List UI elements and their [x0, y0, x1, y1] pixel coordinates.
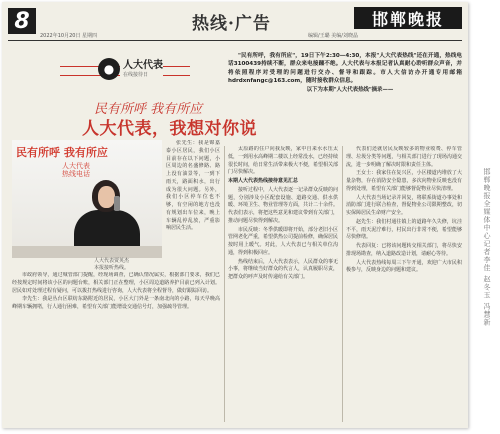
side-reporter-note: 邯郸晚报全媒体中心记者李佳 赵冬玉 冯慧新	[483, 168, 491, 327]
phone-icon	[114, 196, 120, 211]
paragraph: 张先生：我是锦嘉泰小区居民，我们小区目前存在以下问题，小区周边的名盛修路、路上没有油景等，一到下雨天，路面积水，出行成为很大问题。另外，我们小区停车位也不够，有空闲的地方也没有规划出车位来，晚上车辆乱停乱放，严重影响居民生活。	[166, 140, 220, 232]
photo-sign-text: 人大代表 热线电话	[62, 162, 90, 179]
dateline: 2022年10月20日 星期四	[40, 33, 98, 39]
lead-footer: 以下为本期"人大代表热线"摘录——	[306, 86, 394, 93]
newspaper-logo: 邯郸晚报	[354, 7, 462, 29]
page-number: 8	[8, 8, 36, 34]
masthead-rule	[8, 40, 462, 41]
editor-credits: 编辑/王璐 美编/刘晓晶	[308, 33, 358, 39]
paragraph: 李先生：我是丛台区联纺东路附近的居民，小区大门外是一条南北向的小路，每天早晚高峰期车辆拥堵，行人通行困难，希望有关部门能增设交通信号灯，加强疏导管理。	[12, 296, 220, 310]
paragraph: 人大代表当场记录并回复，将联系街道办事处和消防部门进行联合检查，督促物业公司限期整改，切实保障居民生命财产安全。	[346, 194, 462, 216]
badge-subtitle: 在线接待日	[123, 71, 149, 78]
column-badge	[98, 58, 182, 80]
article-headline: 人大代表，我想对你说	[82, 119, 257, 139]
paragraph: 接听过程中，人大代表逐一记录群众反映的问题，分别涉及小区配套设施、道路交通、供水供暖、环境卫生、物业管理等方面，共计二十余件。代表们表示，将把这些意见和建议带到有关部门，推动问题尽快得到解决。	[228, 186, 338, 224]
text-column-2	[228, 146, 338, 422]
newspaper-page	[2, 2, 468, 428]
photo-banner-text: 民有所呼 我有所应	[16, 146, 108, 159]
text-column-under-photo	[12, 272, 220, 422]
column-divider	[342, 146, 343, 422]
paragraph: 热线结束后，人大代表表示，人民群众的事无小事，将继续当好群众的代言人，认真履职尽责，把群众的呼声及时传递给有关部门。	[228, 258, 338, 280]
paragraph: 市民反映：冬季供暖即将开始，部分老旧小区管网老化严重，希望供热公司提前检修，确保居民按时用上暖气。对此，人大代表已与相关单位沟通，得到积极回应。	[228, 226, 338, 256]
text-column-3	[346, 146, 462, 422]
paragraph: 代表们还就居民反映较多的物业收费、停车管理、垃圾分类等问题，与相关部门进行了现场沟通交流，进一步明确了解决时限和责任主体。	[346, 146, 462, 168]
desk	[12, 246, 162, 258]
lead-paragraph	[228, 52, 462, 142]
photo-caption: 人大代表贾英杰 本报接听热线。	[94, 258, 130, 271]
paragraph: 市政府领导，通过城管部门提醒，经现场调查，已确认情况属实，根据部门要求，我们已经按规定时间将该小区的问题台账，相关部门正在整理，小区周边道路养护目前已列入计划。居民如对处理过程有疑问，可以拨打热线进行咨询，人大代表将全程督导，做好跟踪回访。	[12, 272, 220, 294]
person-face	[98, 186, 115, 208]
subheading: 本期人大代表热线接待意见汇总	[228, 178, 299, 184]
article-photo	[12, 140, 162, 258]
article-kicker: 民有所呼 我有所应	[94, 102, 203, 117]
text-column-1	[166, 140, 220, 270]
paragraph: 代表回复：已将该问题转交相关部门，将尽快安排现场勘查，纳入道路改造计划，请耐心等待。	[346, 243, 462, 257]
lead-text: "民有所呼，我有所应"，19日下午2:30—4:30，本报"人大代表热线"还在开通，热线电话3100439持续不断，群众来电接踵不绝。人大代表与本报记者认真耐心聆听群众声音，并将依照程序对受理的问题进行交办、督导和跟踪。市人大信访办开通专用邮箱hdrdxnfangc@163.com，随时接收群众信息。	[228, 53, 462, 85]
paragraph: 人大代表热线每周三下午开通，欢迎广大市民积极参与，反映身边的问题和建议。	[346, 259, 462, 274]
person-icon: ●	[98, 58, 120, 80]
paragraph: 王女士：我家住在复兴区，小区楼道内堆放了大量杂物，存在消防安全隐患，多次向物业反映也没有得到处理，希望有关部门能够督促物业尽快清理。	[346, 170, 462, 192]
section-title: 热线·广告	[192, 14, 271, 34]
badge-name: 人大代表	[123, 59, 163, 71]
paragraph: 太原路的住户向我反映，家中自来水水压太低，一到用水高峰期二楼以上经常没水，已经持续很长时间，给日常生活带来极大不便，希望相关部门尽快解决。	[228, 146, 338, 176]
paragraph: 赵先生：我们村通往镇上的道路年久失修，坑洼不平，雨天泥泞难行，村民出行非常不便，希望能够尽快修缮。	[346, 218, 462, 241]
column-divider	[224, 146, 225, 422]
